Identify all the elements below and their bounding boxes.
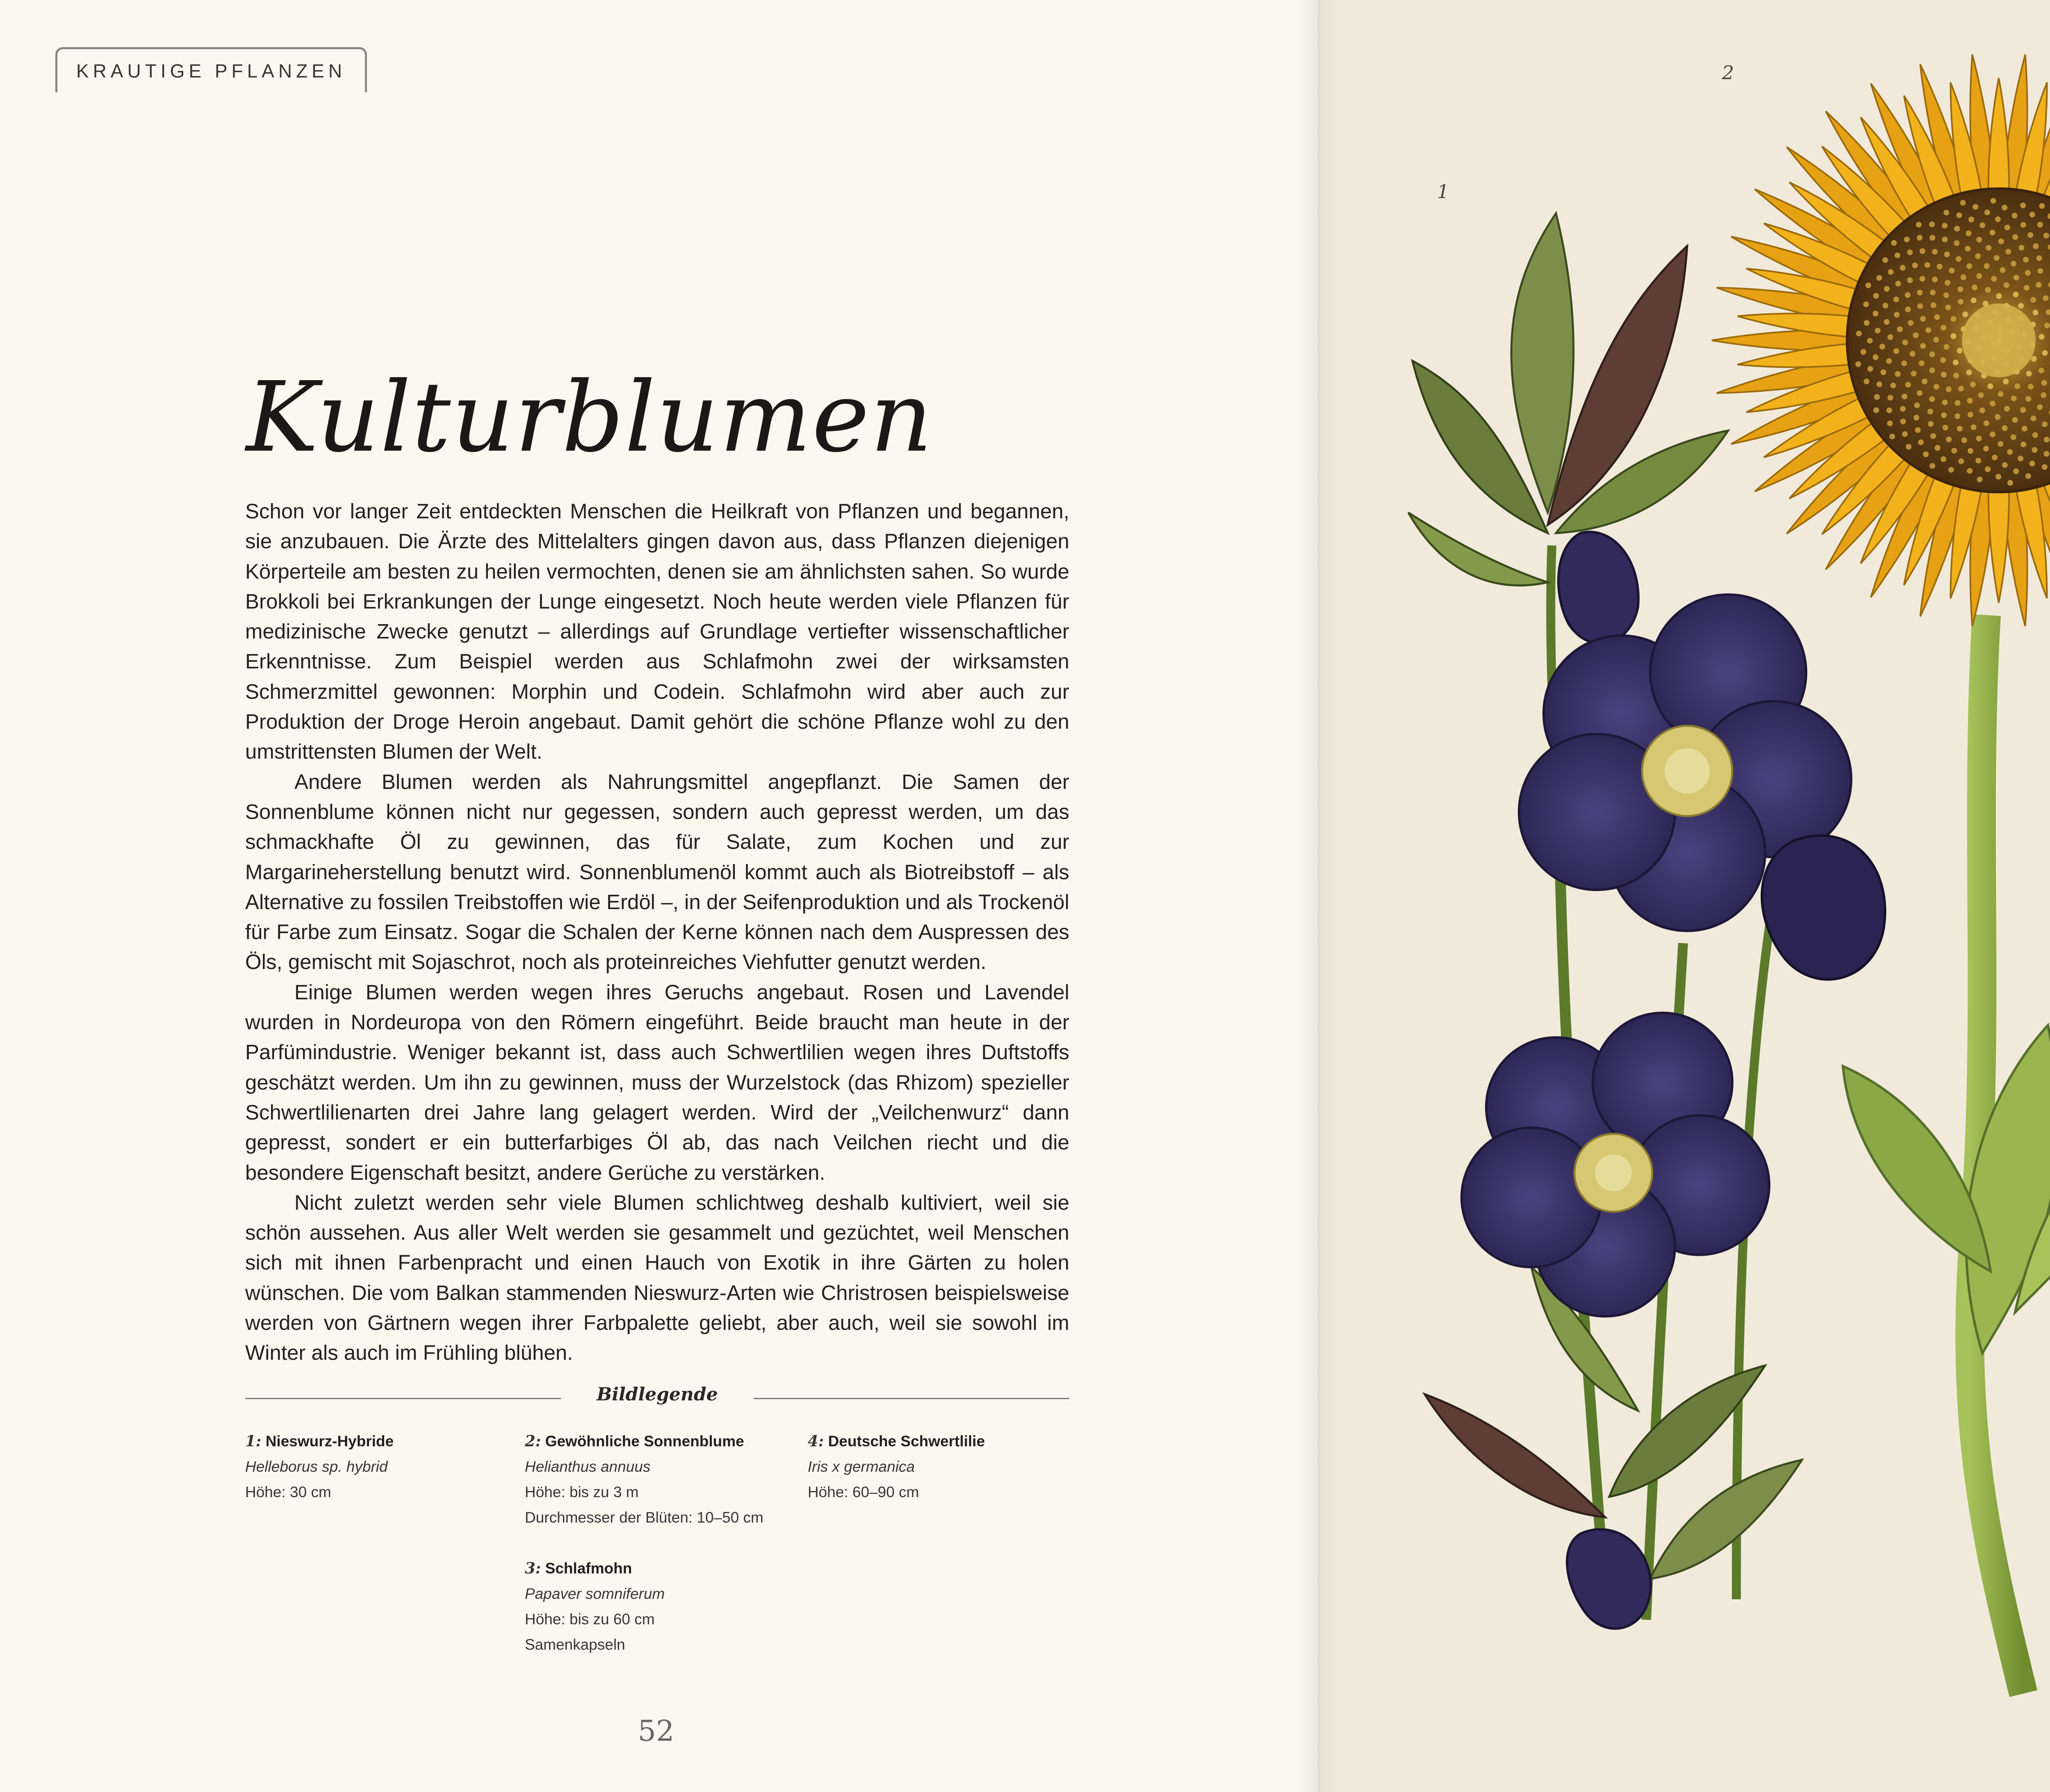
sunflower-seed — [1884, 319, 1890, 325]
sunflower-seed — [1944, 251, 1950, 257]
sunflower-seed — [2041, 392, 2046, 398]
sunflower-seed — [2014, 275, 2019, 280]
sunflower-seed — [1917, 303, 1923, 309]
sunflower-seed — [1935, 445, 1941, 451]
sunflower-seed — [1946, 386, 1952, 392]
paragraph: Einige Blumen werden wegen ihres Geruchs angebaut. Rosen und Lavendel wurden in Nordeuropa von den Römern eingeführt. Beide braucht man heute in der Parfümindustrie. Weniger bekannt ist, dass auch Schwertlilien wegen ihres Duftstoffs geschätzt werden. Um ihn zu gewinnen, muss der Wurzelstock (das Rhizom) spezieller Schwertlilienarten drei Jahre lang gelagert werden. Wird der „Veilchenwurz“ dann gepresst, sondert er ein butterfarbiges Öl ab, das nach Veilchen riecht und die besondere Eigenschaft besitzt, andere Gerüche zu verstärken. — [245, 980, 1069, 1184]
body-text — [245, 496, 1069, 1368]
sunflower-seed — [2011, 396, 2017, 401]
sunflower-seed — [2025, 270, 2031, 276]
sunflower-seed — [1941, 413, 1947, 418]
sunflower-seed — [1877, 381, 1882, 387]
sunflower-seed — [2012, 417, 2018, 423]
hellebore-flower-lower — [1462, 1013, 1769, 1316]
sunflower-seed — [1884, 286, 1890, 292]
sunflower-seed — [1917, 390, 1922, 396]
sunflower-seed — [1996, 293, 2002, 299]
sunflower-seed — [1968, 448, 1973, 454]
legend-number: 2: — [525, 1432, 541, 1450]
sunflower-seed — [1912, 262, 1918, 268]
sunflower-seed — [1897, 326, 1903, 332]
sunflower-seed — [1968, 412, 1973, 417]
sunflower-seed — [1973, 204, 1978, 210]
sunflower-seed — [1967, 398, 1973, 404]
sunflower-seed — [1961, 274, 1966, 280]
sunflower-seed — [2030, 297, 2036, 303]
sunflower-seed — [1984, 263, 1990, 269]
sunflower-seed — [2037, 268, 2043, 274]
sunflower-seed — [1937, 264, 1943, 269]
sunflower-seed — [1994, 255, 2000, 261]
sunflower-seed — [2013, 292, 2019, 297]
plate-number-2: 2 — [1722, 62, 1734, 84]
legend-entry-sunflower — [525, 1428, 763, 1530]
sunflower-seed — [1930, 433, 1936, 439]
sunflower-seed — [1940, 357, 1946, 363]
sunflower-seed — [1979, 222, 1985, 228]
legend-detail: Höhe: 30 cm — [245, 1484, 331, 1500]
sunflower-seed — [1979, 408, 1985, 413]
sunflower-seed — [1863, 301, 1869, 307]
sunflower-seed — [2027, 232, 2033, 238]
section-tab-label: KRAUTIGE PFLANZEN — [76, 60, 346, 82]
sunflower-seed — [1888, 334, 1893, 340]
sunflower-seed — [2042, 422, 2048, 427]
sunflower-seed — [1960, 200, 1966, 206]
sunflower-seed — [1867, 338, 1873, 344]
sunflower-seed — [1929, 235, 1935, 241]
sunflower-seed — [1990, 401, 1995, 406]
sunflower-seed — [2039, 368, 2044, 374]
sunflower-seed — [1954, 413, 1960, 419]
sunflower-seed — [1888, 395, 1893, 401]
sunflower-seed — [1920, 276, 1925, 282]
sunflower-seed — [2020, 203, 2026, 208]
sunflower-seed — [1886, 358, 1892, 364]
sunflower-seed — [2028, 384, 2034, 390]
sunflower-seed — [2020, 222, 2026, 228]
sunflower-seed — [1932, 277, 1938, 283]
sunflower-seed — [1976, 237, 1982, 243]
sunflower-seed — [2044, 323, 2050, 328]
sunflower-seed — [1961, 438, 1967, 443]
sunflower-seed — [2039, 334, 2045, 340]
sunflower-seed — [1941, 325, 1946, 331]
sunflower-seed — [1889, 433, 1895, 439]
sunflower-seed — [1925, 262, 1930, 268]
sunflower-seed — [1891, 240, 1897, 246]
sunflower-seed — [1886, 408, 1892, 413]
sunflower-seed — [1957, 286, 1963, 292]
legend-entry-poppy — [525, 1555, 665, 1657]
legend-detail: Höhe: 60–90 cm — [808, 1484, 919, 1500]
sunflower-seed — [1932, 249, 1938, 255]
sunflower-seed — [2044, 437, 2050, 442]
sunflower-seed — [1927, 409, 1933, 415]
sunflower-seed — [1922, 378, 1927, 384]
sunflower-seed — [1958, 299, 1963, 305]
sunflower-seed — [1873, 293, 1879, 299]
legend-detail: Höhe: bis zu 60 cm — [525, 1611, 655, 1628]
sunflower-seed — [1883, 303, 1888, 308]
sunflower-petal — [1988, 78, 2009, 205]
sunflower-seed — [1972, 285, 1977, 290]
sunflower-seed — [1951, 448, 1957, 454]
sunflower-seed — [1913, 333, 1919, 338]
sunflower-seed — [1868, 366, 1873, 372]
sunflower-seed — [2004, 406, 2010, 412]
sunflower-seed — [1953, 373, 1959, 378]
paragraph: Andere Blumen werden als Nahrungsmittel angepflanzt. Die Samen der Sonnenblume können nicht nur gegessen, sondern auch gepresst werden, um das schmackhafte Öl zu gewinnen, das für Salate, zum Kochen und zur Margarineherstellung benutzt wird. Sonnenblumenöl kommt auch als Biotreibstoff – als Alternative zu fossilen Treibstoffen wie Erdöl –, in der Seifenproduktion und als Trockenöl für Farbe zum Einsatz. Sogar die Schalen der Kerne können nach dem Auspressen des Öls, gemischt mit Sojaschrot, noch als proteinreiches Viehfutter genutzt werden. — [245, 770, 1069, 974]
sunflower-seed — [1920, 343, 1926, 349]
sunflower-seed — [2000, 267, 2006, 273]
sunflower-seed — [2020, 407, 2026, 413]
sunflower-seed — [1966, 263, 1972, 269]
sunflower-seed — [1925, 327, 1931, 333]
sunflower-seed — [1954, 226, 1960, 232]
sunflower-seed — [2033, 243, 2039, 249]
sunflower-seed — [2013, 468, 2019, 474]
legend-heading-row — [245, 1384, 1069, 1413]
sunflower-seed — [1943, 425, 1948, 431]
sunflower-seed — [2031, 356, 2037, 362]
sunflower-seed — [2020, 442, 2026, 447]
sunflower-seed — [2032, 447, 2037, 453]
sunflower-seed — [1985, 287, 1991, 293]
page-title: Kulturblumen — [246, 361, 934, 474]
sunflower-seed — [1942, 399, 1948, 405]
sunflower-seed — [1920, 248, 1925, 254]
sunflower-seed — [1945, 305, 1951, 310]
sunflower-seed — [2011, 261, 2016, 267]
sunflower-seed — [1995, 474, 2001, 479]
sunflower-seed — [1923, 451, 1929, 457]
sunflower-seed — [1967, 468, 1973, 474]
section-tab — [55, 47, 367, 92]
sunflower-seed — [1881, 369, 1886, 375]
sunflower-seed — [2005, 249, 2011, 255]
sunflower-seed — [1929, 221, 1935, 227]
sunflower-seed — [1895, 281, 1901, 287]
sunflower-seed — [2036, 282, 2041, 287]
sunflower-seed — [1928, 421, 1934, 427]
sunflower-seed — [1917, 290, 1923, 295]
sunflower-seed — [1906, 444, 1911, 449]
sunflower-seed — [1975, 253, 1981, 259]
sunflower-seed — [2039, 203, 2045, 209]
sunflower-seed — [1976, 273, 1982, 279]
sunflower-seed — [1943, 344, 1949, 350]
sunflower-seed — [1968, 217, 1974, 222]
sunflower-seed — [2043, 233, 2049, 238]
sunflower-seed — [1872, 354, 1878, 360]
sunflower-seed — [1948, 467, 1954, 473]
sunflower-seed — [1957, 212, 1962, 218]
sunflower-seed — [1905, 382, 1911, 388]
sunflower-seed — [1900, 406, 1906, 412]
sunflower-seed — [1946, 437, 1952, 442]
sunflower-seed — [1953, 360, 1959, 365]
sunflower-seed — [1929, 367, 1935, 373]
botanical-illustration-page — [1318, 0, 2050, 1792]
sunflower-seed — [1904, 237, 1910, 242]
sunflower-seed — [1902, 394, 1907, 399]
sunflower-seed — [2044, 451, 2050, 457]
sunflower-seed — [1901, 360, 1907, 366]
sunflower-seed — [2032, 432, 2038, 438]
sunflower-seed — [2043, 295, 2048, 301]
sunflower-seed — [2033, 310, 2039, 315]
sunflower-seed — [2042, 464, 2048, 470]
sunflower-seed — [1900, 265, 1906, 271]
legend-number: 1: — [245, 1432, 262, 1450]
sunflower-petal — [1988, 475, 2009, 603]
legend-detail: Durchmesser der Blüten: 10–50 cm — [525, 1509, 763, 1526]
sunflower-seed — [1930, 290, 1936, 295]
sunflower-seed — [1957, 426, 1963, 431]
sunflower-seed — [1970, 382, 1976, 388]
legend-heading: Bildlegende — [597, 1384, 718, 1405]
sunflower-seed — [1962, 312, 1968, 317]
sunflower-seed — [1916, 222, 1922, 228]
sunflower-seed — [1949, 268, 1954, 274]
sunflower-seed — [1941, 456, 1946, 462]
sunflower-seed — [1864, 378, 1870, 384]
legend-name: Nieswurz-Hybride — [265, 1433, 394, 1450]
legend-detail: Höhe: bis zu 3 m — [525, 1484, 639, 1500]
sunflower-seed — [1888, 269, 1894, 275]
figure-legend — [245, 1384, 1069, 1653]
sunflower-seed — [2003, 378, 2009, 384]
sunflower-seed — [1917, 235, 1922, 241]
sunflower-seed — [1907, 249, 1913, 255]
sunflower-seed — [1933, 337, 1939, 343]
sunflower-seed — [1876, 275, 1882, 281]
sunflower-seed — [1893, 296, 1899, 302]
sunflower-seed — [1905, 307, 1911, 312]
sunflower-seed — [1956, 256, 1961, 262]
sunflower-seed — [1934, 384, 1939, 390]
sunflower-seed — [1887, 420, 1893, 426]
legend-latin-name: Helianthus annuus — [525, 1458, 651, 1475]
sunflower-seed — [1965, 246, 1970, 251]
sunflower-seed — [1919, 360, 1925, 366]
sunflower-seed — [1915, 427, 1921, 433]
sunflower-seed — [1966, 369, 1972, 375]
sunflower-seed — [2023, 257, 2029, 262]
sunflower-seed — [2024, 285, 2029, 291]
legend-latin-name: Papaver somniferum — [525, 1585, 665, 1602]
sunflower-seed — [2018, 303, 2024, 309]
sunflower-seed — [1954, 240, 1959, 246]
sunflower-seed — [1978, 392, 1984, 398]
sunflower-seed — [1893, 348, 1899, 354]
sunflower-seed — [2031, 415, 2036, 421]
sunflower-seed — [1943, 292, 1949, 298]
sunflower-seed — [1890, 383, 1896, 388]
sunflower-seed — [1998, 239, 2004, 244]
sunflower-seed — [1929, 463, 1935, 469]
sunflower-seed — [1955, 400, 1961, 406]
sunflower-seed — [1895, 371, 1901, 377]
page-number: 52 — [638, 1714, 674, 1748]
sunflower-seed — [1902, 431, 1908, 437]
sunflower-seed — [2002, 462, 2008, 468]
sunflower-seed — [1984, 210, 1990, 215]
sunflower-seed — [1875, 328, 1881, 333]
sunflower-seed — [2029, 461, 2035, 466]
sunflower-seed — [1942, 237, 1947, 242]
sunflower-seed — [1882, 257, 1888, 263]
legend-latin-name: Iris x germanica — [808, 1458, 915, 1475]
paragraph: Schon vor langer Zeit entdeckten Menschen die Heilkraft von Pflanzen und begannen, sie anzubauen. Die Ärzte des Mittelalters gingen davon aus, dass Pflanzen diejenigen Körperteile am besten zu heilen vermochten, denen sie am ähnlichsten sahen. So wurde Brokkoli bei Erkrankungen der Lunge eingesetzt. Noch heute werden viele Pflanzen für medizinische Zwecke genutzt – allerdings auf Grundlage vertiefter wissenschaftlicher Erkenntnisse. Zum Beispiel werden aus Schlafmohn zwei der wirksamsten Schmerzmittel gewonnen: Morphin und Codein. Schlafmohn wird aber auch zur Produktion der Droge Heroin angebaut. Damit gehört die schöne Pflanze wohl zu den umstrittensten Blumen der Welt. — [245, 499, 1069, 764]
sunflower-seed — [1864, 320, 1870, 326]
sunflower-seed — [2041, 380, 2047, 386]
sunflower-seed — [2007, 480, 2013, 486]
sunflower-seed — [1995, 217, 2001, 222]
legend-rule-right — [754, 1398, 1069, 1399]
sunflower-seed — [2012, 213, 2018, 219]
sunflower-seed — [1943, 210, 1949, 215]
sunflower-seed — [1934, 314, 1940, 320]
sunflower-seed — [1992, 455, 1998, 461]
sunflower-seed — [1918, 440, 1924, 445]
sunflower-seed — [1941, 372, 1947, 377]
sunflower-seed — [1861, 349, 1866, 355]
sunflower-seed — [2004, 225, 2010, 230]
sunflower-seed — [1929, 396, 1935, 402]
sunflower-seed — [1984, 420, 1989, 426]
sunflower-seed — [2037, 404, 2043, 410]
sunflower-seed — [1907, 277, 1913, 283]
sunflower-seed — [1988, 383, 1993, 389]
legend-entry-iris — [808, 1428, 985, 1505]
sunflower-seed — [1895, 253, 1900, 258]
botanical-illustration — [1318, 0, 2050, 1792]
sunflower-seed — [1920, 316, 1926, 321]
sunflower-seed — [1958, 458, 1964, 464]
sunflower-seed — [1998, 441, 2003, 447]
sunflower-seed — [2011, 434, 2016, 440]
sunflower-seed — [1966, 230, 1971, 236]
sunflower-seed — [1991, 198, 1996, 204]
sunflower-seed — [1910, 351, 1916, 357]
plate-number-1: 1 — [1437, 180, 1449, 203]
legend-name: Gewöhnliche Sonnenblume — [545, 1433, 744, 1450]
sunflower-seed — [1995, 414, 2000, 420]
sunflower-seed — [1990, 230, 1995, 235]
sunflower-seed — [1958, 386, 1964, 392]
legend-name: Schlafmohn — [545, 1560, 632, 1577]
book-gutter-shadow — [1298, 0, 1339, 1792]
legend-number: 3: — [525, 1559, 541, 1577]
sunflower-seed — [2025, 473, 2031, 479]
sunflower-seed — [2002, 425, 2008, 431]
legend-name: Deutsche Schwertlilie — [828, 1433, 985, 1450]
sunflower-seed — [1855, 361, 1861, 367]
sunflower-seed — [1914, 402, 1920, 408]
sunflower-seed — [2022, 426, 2027, 431]
sunflower-seed — [1866, 283, 1871, 288]
sunflower-seed — [1945, 280, 1950, 286]
sunflower-seed — [1942, 223, 1947, 228]
sunflower-seed — [2012, 234, 2018, 240]
sunflower-seed — [2004, 282, 2009, 288]
sunflower-seed — [1951, 316, 1957, 322]
sunflower-seed — [1957, 348, 1963, 353]
sunflower-seed — [1990, 431, 1995, 437]
legend-detail: Samenkapseln — [525, 1636, 625, 1653]
sunflower-seed — [2015, 383, 2020, 389]
sunflower-seed — [1900, 419, 1906, 424]
sunflower-seed — [1985, 466, 1991, 472]
sunflower-seed — [1971, 424, 1977, 430]
sunflower-seed — [2018, 245, 2024, 251]
sunflower-seed — [2018, 456, 2023, 461]
sunflower-seed — [1905, 292, 1911, 298]
sunflower-seed — [2037, 222, 2043, 228]
sunflower-seed — [1986, 245, 1991, 251]
sunflower-seed — [1991, 276, 1997, 282]
sunflower-seed — [1856, 331, 1862, 336]
sunflower-seed — [1931, 302, 1936, 308]
sunflower-seed — [1873, 407, 1879, 413]
sunflower-seed — [1929, 351, 1935, 357]
sunflower-seed — [1908, 320, 1913, 326]
sunflower-seed — [1902, 340, 1908, 345]
legend-number: 4: — [808, 1432, 824, 1450]
sunflower-seed — [1983, 446, 1989, 451]
legend-latin-name: Helleborus sp. hybrid — [245, 1458, 388, 1475]
sunflower-seed — [1998, 391, 2004, 397]
sunflower-seed — [1894, 312, 1900, 318]
sunflower-seed — [1879, 344, 1885, 349]
sunflower-seed — [2026, 371, 2032, 376]
paragraph: Nicht zuletzt werden sehr viele Blumen schlichtweg deshalb kultiviert, weil sie schön aussehen. Aus aller Welt werden sie gesammelt und gezüchtet, weil Menschen sich mit ihnen Farbenpracht und einen Hauch von Exotik in ihre Gärten zu holen wünschen. Die vom Balkan stammenden Nieswurz-Arten wie Christrosen beispielsweise werden von Gärtnern wegen ihrer Farbpalette geliebt, aber auch, weil sie sowohl im Winter als auch im Frühling blühen. — [245, 1190, 1069, 1365]
sunflower-seed — [1977, 476, 1982, 482]
sunflower-seed — [2025, 396, 2031, 402]
legend-entry-hellebore — [245, 1428, 394, 1505]
sunflower-seed — [2042, 350, 2048, 356]
sunflower-seed — [2029, 212, 2035, 217]
sunflower-seed — [1913, 415, 1919, 420]
sunflower-seed — [2007, 449, 2013, 455]
sunflower-seed — [1975, 458, 1981, 463]
sunflower-seed — [1971, 297, 1977, 303]
sunflower-seed — [1872, 311, 1878, 317]
sunflower-seed — [2036, 255, 2042, 261]
sunflower-seed — [2002, 205, 2007, 210]
sunflower-seed — [1976, 435, 1982, 441]
sunflower-seed — [1874, 394, 1880, 400]
sunflower-seed — [1951, 333, 1957, 339]
sunflower-seed — [1911, 371, 1917, 376]
